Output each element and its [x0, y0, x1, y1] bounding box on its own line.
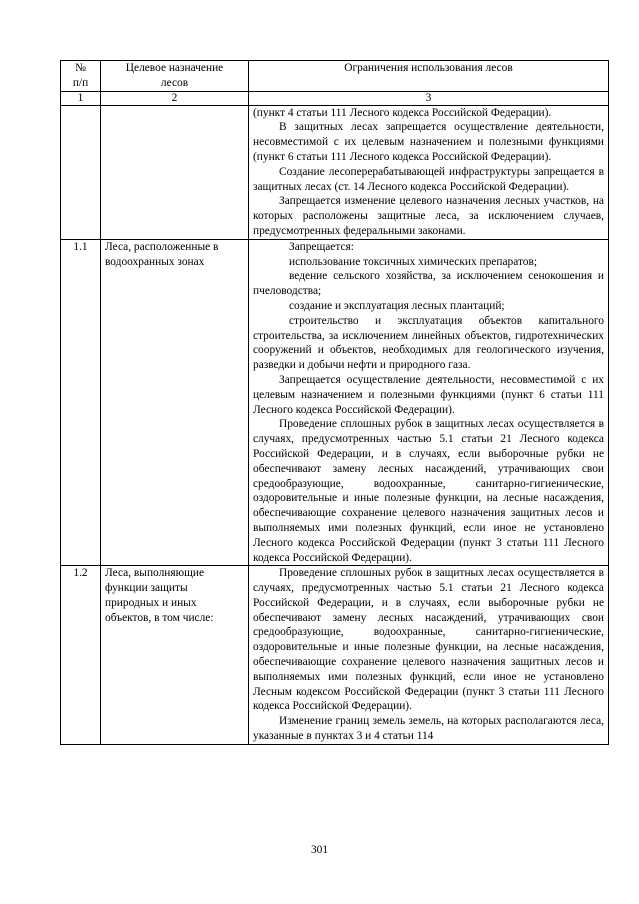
row-number: 1.1 [61, 239, 101, 566]
restriction-paragraph: Проведение сплошных рубок в защитных лесах осуществляется в случаях, предусмотренных частью 5.1 статьи 21 Лесного кодекса Российской Федерации, и в случаях, если выборочные рубки не обеспечивают замену лесных насаждений, утрачивающих свои средообразующие, водоохранные, санитарно-гигиенические, оздоровительные и иные полезные функции, на лесные насаждения, обеспечивающие сохранение целевого назначения защитных лесов и выполняемых ими полезных функций, если иное не установлено Лесного кодекса Российской Федерации (пункт 3 статьи 111 Лесного кодекса Российской Федерации). [253, 418, 604, 564]
row-purpose: Леса, выполняющие функции защиты природных и иных объектов, в том числе: [101, 566, 249, 745]
restriction-paragraph: Проведение сплошных рубок в защитных лесах осуществляется в случаях, предусмотренных частью 5.1 статьи 21 Лесного кодекса Российской Федерации, и в случаях, если выборочные рубки не обеспечивают замену лесных насаждений, утрачивающих свои средообразующие, водоохранные, санитарно-гигиенические, оздоровительные и иные полезные функции, на лесные насаждения, обеспечивающие сохранение целевого назначения защитных лесов и выполняемых ими полезных функций, если иное не установлено Лесным кодексом Российской Федерации (пункт 3 статьи 111 Лесного кодекса Российской Федерации). [253, 567, 604, 713]
restriction-paragraph: создание и эксплуатация лесных плантаций; [289, 299, 505, 312]
column-number: 3 [249, 91, 609, 105]
restriction-paragraph: Запрещается осуществление деятельности, несовместимой с их целевым назначением и полезными функциями (пункт 6 статьи 111 Лесного кодекса Российской Федерации). [253, 373, 604, 416]
row-restrictions [249, 239, 609, 566]
table-row [61, 566, 609, 745]
header-purpose: Целевое назначение лесов [101, 61, 249, 92]
table-row [61, 239, 609, 566]
table-row [61, 105, 609, 239]
restriction-paragraph: Запрещается: [289, 240, 354, 253]
header-restrictions: Ограничения использования лесов [249, 61, 609, 92]
restriction-paragraph: Запрещается изменение целевого назначения лесных участков, на которых расположены защитные леса, за исключением случаев, предусмотренных федеральными законами. [253, 195, 604, 237]
restriction-paragraph: использование токсичных химических препаратов; [289, 255, 538, 268]
table-header-row [61, 61, 609, 92]
column-number: 2 [101, 91, 249, 105]
column-number-row [61, 91, 609, 105]
row-restrictions [249, 105, 609, 239]
row-purpose: Леса, расположенные в водоохранных зонах [101, 239, 249, 566]
column-number: 1 [61, 91, 101, 105]
row-number [61, 105, 101, 239]
forest-restrictions-table [60, 60, 609, 745]
restriction-paragraph: Изменение границ земель земель, на которых располагаются леса, указанные в пунктах 3 и 4 статьи 114 [253, 715, 604, 743]
row-number: 1.2 [61, 566, 101, 745]
restriction-paragraph: Создание лесоперерабатывающей инфраструктуры запрещается в защитных лесах (ст. 14 Лесного кодекса Российской Федерации). [253, 165, 604, 193]
restriction-paragraph: ведение сельского хозяйства, за исключением сенокошения и пчеловодства; [253, 270, 604, 298]
restriction-paragraph: (пункт 4 статьи 111 Лесного кодекса Российской Федерации). [253, 106, 552, 119]
restriction-paragraph: В защитных лесах запрещается осуществление деятельности, несовместимой с их целевым назначением и полезными функциями (пункт 6 статьи 111 Лесного кодекса Российской Федерации). [253, 121, 604, 163]
restriction-paragraph: строительство и эксплуатация объектов капитального строительства, за исключением линейных объектов, гидротехнических сооружений и объектов, необходимых для геологического изучения, разведки и добычи нефти и природного газа. [253, 314, 604, 372]
row-restrictions [249, 566, 609, 745]
page-number: 301 [310, 844, 329, 856]
row-purpose [101, 105, 249, 239]
header-number: № п/п [61, 61, 101, 92]
